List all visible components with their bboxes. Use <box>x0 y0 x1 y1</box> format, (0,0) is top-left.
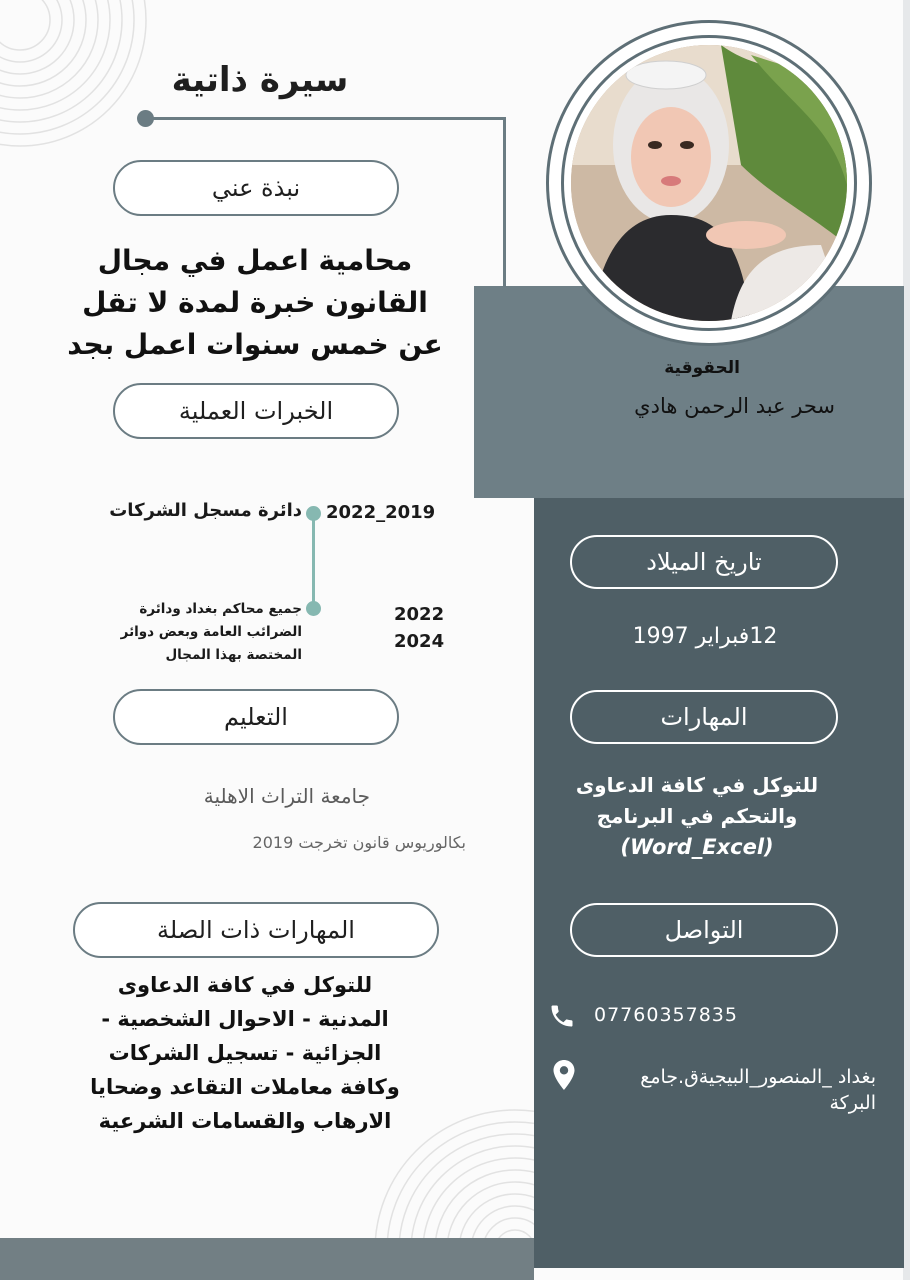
experience-heading <box>113 383 399 439</box>
skills-text <box>560 770 834 863</box>
related-skills-text: للتوكل في كافة الدعاوى المدنية - الاحوال الشخصية - الجزائية - تسجيل الشركات وكافة معاملات التقاعد وضحايا الارهاب والقسامات الشرعية <box>90 973 400 1133</box>
related-skills-heading <box>73 902 439 958</box>
right-edge-strip <box>903 0 910 1280</box>
person-name: سحر عبد الرحمن هادي <box>634 394 835 418</box>
degree-text: بكالوريوس قانون تخرجت 2019 <box>252 833 466 852</box>
decorative-arcs-top <box>0 0 150 150</box>
experience-years: 2022_2019 <box>326 502 436 523</box>
birth-date: 12فبراير 1997 <box>632 624 778 649</box>
address: بغداد _المنصور_البيجيةق.جامع البركة <box>640 1066 876 1114</box>
profile-photo <box>571 45 847 321</box>
about-heading-label: نبذة عني <box>211 174 301 202</box>
timeline-dot <box>306 601 321 616</box>
title-connector <box>146 117 506 120</box>
name-label: الحقوقية <box>664 358 740 378</box>
skills-software: (Word_Excel) <box>620 835 774 859</box>
contact-heading-label: التواصل <box>664 916 744 944</box>
education-heading <box>113 689 399 745</box>
timeline-line <box>312 513 315 610</box>
location-pin-icon <box>552 1060 576 1090</box>
experience-place: دائرة مسجل الشركات <box>109 500 302 521</box>
page-title: سيرة ذاتية <box>171 60 349 100</box>
skills-line: للتوكل في كافة الدعاوى <box>575 773 819 797</box>
experience-heading-label: الخبرات العملية <box>178 397 334 425</box>
experience-place: جميع محاكم بغداد ودائرة الضرائب العامة وبعض دوائر المختصة بهذا المجال <box>120 601 302 663</box>
title-connector-vertical <box>503 117 506 287</box>
related-skills-heading-label: المهارات ذات الصلة <box>157 916 355 944</box>
experience-year-start: 2022 <box>394 604 445 625</box>
about-heading <box>113 160 399 216</box>
sidebar-panel <box>534 498 904 1268</box>
skills-heading <box>570 690 838 744</box>
skills-heading-label: المهارات <box>660 703 748 731</box>
experience-year-end: 2024 <box>394 631 445 652</box>
education-heading-label: التعليم <box>224 703 288 731</box>
birth-heading-label: تاريخ الميلاد <box>646 548 762 576</box>
phone-icon <box>548 1002 576 1030</box>
university-name: جامعة التراث الاهلية <box>203 784 370 808</box>
about-text: محامية اعمل في مجال القانون خبرة لمدة لا تقل عن خمس سنوات اعمل بجد <box>67 244 443 361</box>
contact-heading <box>570 903 838 957</box>
timeline-dot <box>306 506 321 521</box>
bottom-band <box>0 1238 534 1280</box>
skills-line: والتحكم في البرنامج <box>596 804 798 828</box>
birth-heading <box>570 535 838 589</box>
phone-number[interactable]: 07760357835 <box>594 1004 738 1026</box>
title-connector-dot <box>137 110 154 127</box>
